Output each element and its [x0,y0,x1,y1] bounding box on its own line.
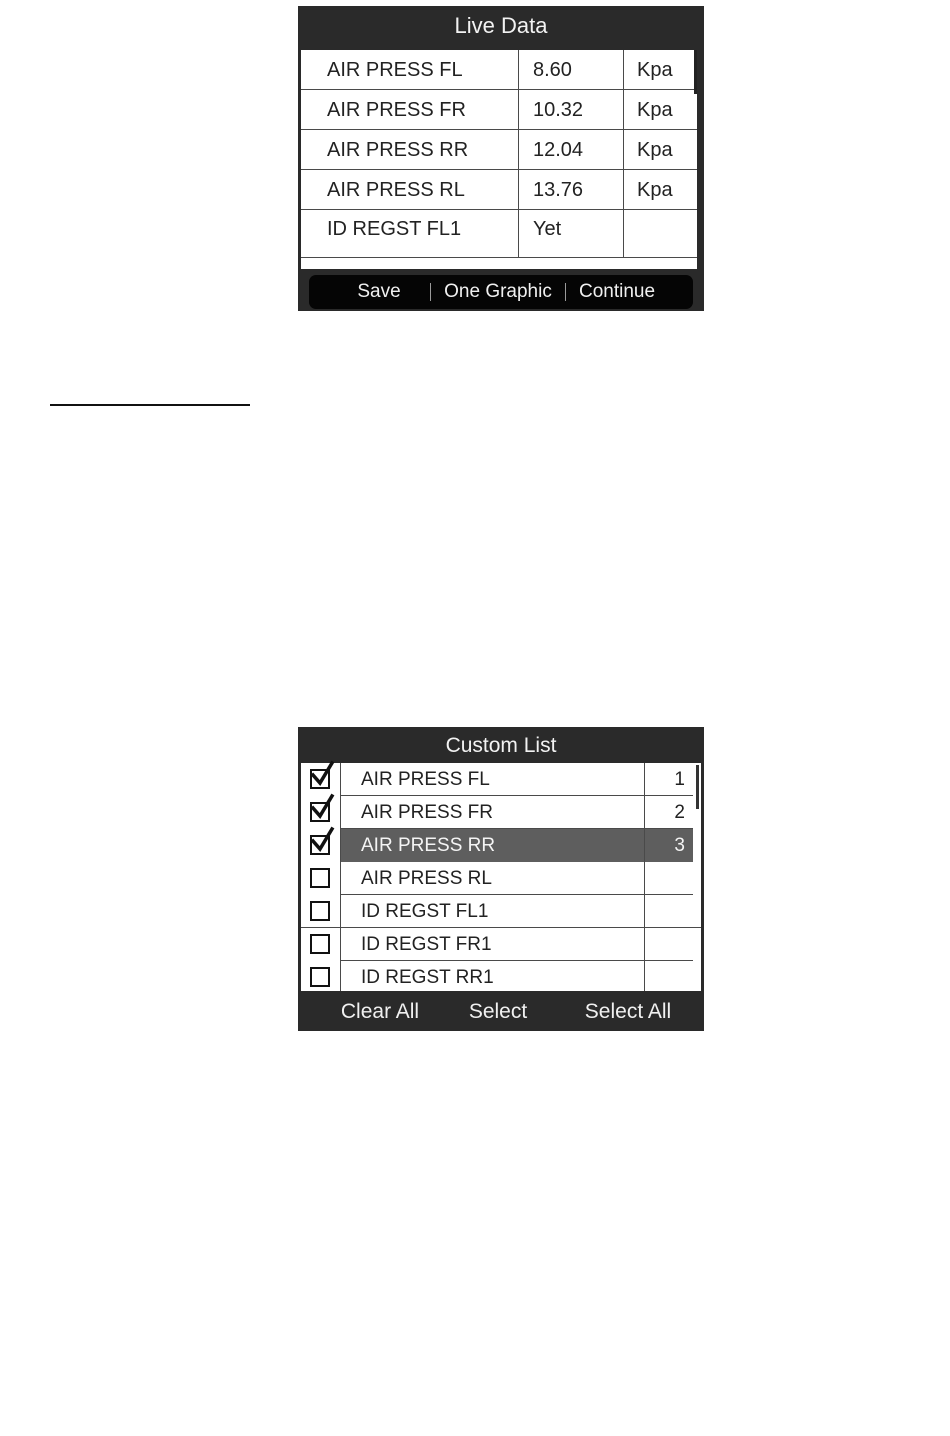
list-item-label: ID REGST FL1 [341,895,645,928]
selection-order: 2 [674,802,685,823]
parameter-value: 8.60 [519,50,624,89]
checkbox-cell[interactable] [301,763,341,796]
separator-rule [50,404,250,406]
live-data-screen [298,6,704,311]
parameter-value: Yet [519,210,624,257]
parameter-unit [624,210,697,257]
list-item-selected[interactable] [301,829,701,862]
list-item[interactable] [301,961,701,991]
unchecked-checkbox-icon[interactable] [310,901,330,921]
parameter-name: AIR PRESS RL [301,170,519,209]
live-data-footer [309,275,693,309]
parameter-value: 10.32 [519,90,624,129]
live-data-row[interactable] [301,130,697,170]
parameter-unit: Kpa [637,179,673,201]
select-button[interactable]: Select [468,1000,528,1023]
checkmark-icon [310,794,336,822]
one-graphic-button[interactable]: One Graphic [444,281,552,302]
continue-button[interactable]: Continue [578,281,656,302]
clear-all-button[interactable]: Clear All [340,1000,420,1023]
parameter-value: 13.76 [519,170,624,209]
parameter-name: AIR PRESS FR [301,90,519,129]
checkmark-icon [310,761,336,789]
live-data-table [301,50,697,269]
selection-order: 1 [674,769,685,790]
selection-order [645,862,693,895]
list-item-label: AIR PRESS RL [341,862,645,895]
checkbox-cell[interactable] [301,829,341,862]
list-item-label: AIR PRESS FL [341,763,645,796]
save-button[interactable]: Save [357,281,401,302]
list-item[interactable] [301,796,701,829]
checkbox-cell[interactable] [301,895,341,928]
checkmark-icon [310,827,336,855]
selection-order: 3 [645,829,693,862]
selection-order [645,961,693,991]
select-all-button[interactable]: Select All [584,1000,672,1023]
list-item-label: AIR PRESS RR [341,829,645,862]
custom-list [301,763,701,991]
custom-list-screen [298,727,704,1031]
live-data-title: Live Data [454,13,548,38]
parameter-unit: Kpa [637,99,673,121]
custom-list-footer [298,993,704,1031]
footer-separator [430,283,431,301]
list-item[interactable] [301,763,701,796]
parameter-unit: Kpa [637,139,673,161]
unchecked-checkbox-icon[interactable] [310,868,330,888]
live-data-scrollbar[interactable] [694,50,697,94]
custom-list-title: Custom List [445,734,557,757]
checkbox-cell[interactable] [301,961,341,991]
footer-separator [565,283,566,301]
list-item-label: ID REGST RR1 [341,961,645,991]
live-data-row[interactable] [301,170,697,210]
parameter-value: 12.04 [519,130,624,169]
unchecked-checkbox-icon[interactable] [310,967,330,987]
checkbox-cell[interactable] [301,928,341,961]
custom-list-scrollbar[interactable] [696,765,699,809]
parameter-name: ID REGST FL1 [301,210,519,257]
checkbox-cell[interactable] [301,862,341,895]
parameter-name: AIR PRESS FL [301,50,519,89]
live-data-row[interactable] [301,210,697,258]
selection-order [645,928,693,961]
live-data-row[interactable] [301,50,697,90]
list-item-label: ID REGST FR1 [341,928,645,961]
parameter-name: AIR PRESS RR [301,130,519,169]
checkbox-cell[interactable] [301,796,341,829]
list-item[interactable] [301,862,701,895]
list-item-label: AIR PRESS FR [341,796,645,829]
parameter-unit: Kpa [637,59,673,81]
selection-order [645,895,693,928]
live-data-row[interactable] [301,90,697,130]
list-item[interactable] [301,895,701,928]
unchecked-checkbox-icon[interactable] [310,934,330,954]
list-item[interactable] [301,928,701,961]
